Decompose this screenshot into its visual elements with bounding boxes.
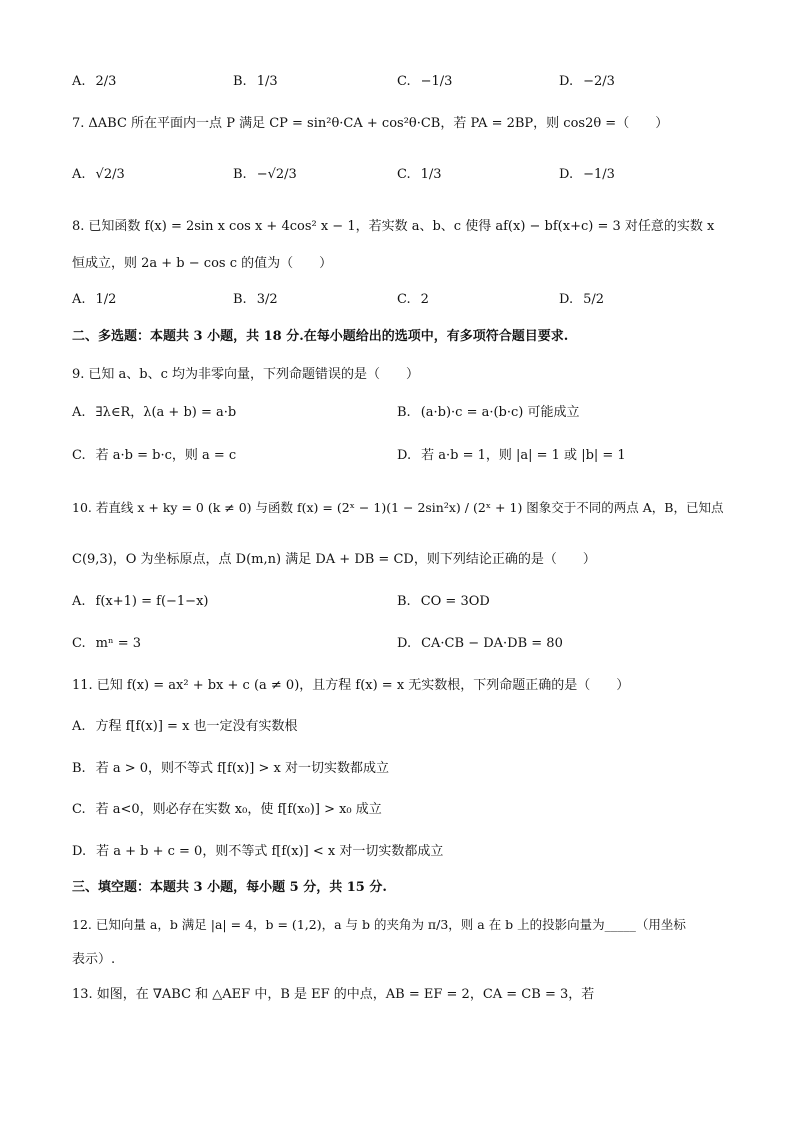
q11-option-c: C. 若 a<0，则必存在实数 x₀，使 f[f(x₀)] > x₀ 成立 <box>72 802 382 817</box>
q9-option-b: B. (a·b)·c = a·(b·c) 可能成立 <box>397 405 580 420</box>
q6-option-d: D. −2/3 <box>559 74 615 89</box>
section-heading-fill-in: 三、填空题：本题共 3 小题，每小题 5 分，共 15 分. <box>72 880 387 895</box>
q11-option-b: B. 若 a > 0，则不等式 f[f(x)] > x 对一切实数都成立 <box>72 761 389 776</box>
q9-option-c: C. 若 a·b = b·c，则 a = c <box>72 448 237 463</box>
q7-option-c: C. 1/3 <box>397 167 442 182</box>
q8-stem-cont: 恒成立，则 2a + b − cos c 的值为（ ） <box>72 256 333 271</box>
q9-stem: 9. 已知 a、b、c 均为非零向量，下列命题错误的是（ ） <box>72 367 420 382</box>
q8-stem: 8. 已知函数 f(x) = 2sin x cos x + 4cos² x − 1，若实数 a、b、c 使得 af(x) − bf(x+c) = 3 对任意的实数 x <box>72 219 715 234</box>
q11-option-d: D. 若 a + b + c = 0，则不等式 f[f(x)] < x 对一切实数都成立 <box>72 844 444 859</box>
q7-option-a: A. √2/3 <box>72 167 125 182</box>
section-heading-multi-choice: 二、多选题：本题共 3 小题，共 18 分.在每小题给出的选项中，有多项符合题目要求. <box>72 329 569 344</box>
q6-option-b: B. 1/3 <box>233 74 278 89</box>
q7-option-d: D. −1/3 <box>559 167 615 182</box>
q8-option-a: A. 1/2 <box>72 292 117 307</box>
q13-stem: 13. 如图，在 ∇ABC 和 △AEF 中，B 是 EF 的中点，AB = EF = 2，CA = CB = 3，若 <box>72 987 595 1002</box>
q9-option-d: D. 若 a·b = 1，则 |a| = 1 或 |b| = 1 <box>397 448 626 463</box>
q6-option-c: C. −1/3 <box>397 74 453 89</box>
q10-stem-cont: C(9,3)，O 为坐标原点，点 D(m,n) 满足 DA + DB = CD，则下列结论正确的是（ ） <box>72 552 596 567</box>
q8-option-b: B. 3/2 <box>233 292 278 307</box>
q10-option-d: D. CA·CB − DA·DB = 80 <box>397 636 563 651</box>
q8-option-d: D. 5/2 <box>559 292 605 307</box>
q7-stem: 7. ΔABC 所在平面内一点 P 满足 CP = sin²θ·CA + cos²θ·CB，若 PA = 2BP，则 cos2θ =（ ） <box>72 116 669 131</box>
q7-option-b: B. −√2/3 <box>233 167 297 182</box>
q9-option-a: A. ∃λ∈R，λ(a + b) = a·b <box>72 405 237 420</box>
q8-option-c: C. 2 <box>397 292 429 307</box>
q10-stem: 10. 若直线 x + ky = 0 (k ≠ 0) 与函数 f(x) = (2ˣ − 1)(1 − 2sin²x) / (2ˣ + 1) 图象交于不同的两点 A，B，已知点 <box>72 500 724 515</box>
q11-stem: 11. 已知 f(x) = ax² + bx + c (a ≠ 0)，且方程 f(x) = x 无实数根，下列命题正确的是（ ） <box>72 678 630 693</box>
q6-option-a: A. 2/3 <box>72 74 117 89</box>
q12-stem-cont: 表示）. <box>72 952 116 967</box>
q10-option-a: A. f(x+1) = f(−1−x) <box>72 594 209 609</box>
q12-stem: 12. 已知向量 a，b 满足 |a| = 4，b = (1,2)，a 与 b 的夹角为 π/3，则 a 在 b 上的投影向量为_____（用坐标 <box>72 917 686 932</box>
q10-option-c: C. mⁿ = 3 <box>72 636 142 651</box>
q11-option-a: A. 方程 f[f(x)] = x 也一定没有实数根 <box>72 719 298 734</box>
q10-option-b: B. CO = 3OD <box>397 594 490 609</box>
